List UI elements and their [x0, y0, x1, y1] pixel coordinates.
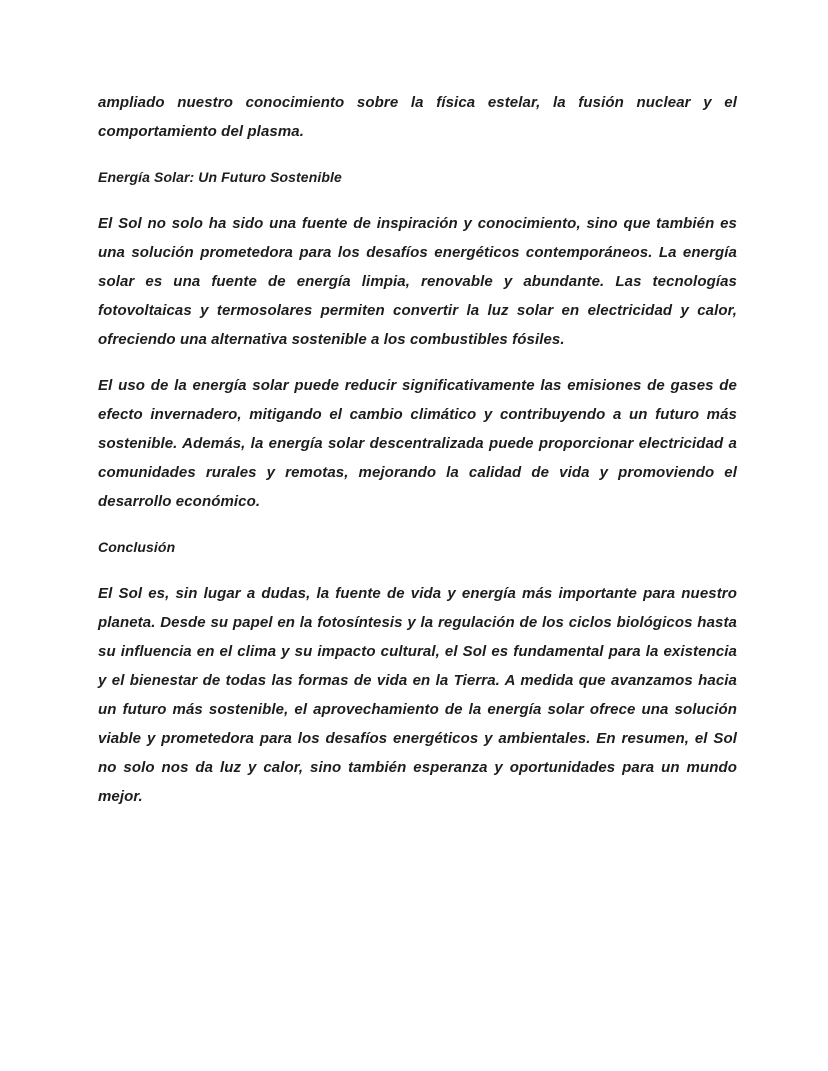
paragraph-plasma-fragment: ampliado nuestro conocimiento sobre la física estelar, la fusión nuclear y el comportamiento del plasma. — [98, 94, 737, 140]
paragraph-solar-solution: El Sol no solo ha sido una fuente de inspiración y conocimiento, sino que también es una solución prometedora para los desafíos energéticos contemporáneos. La energía solar es una fuente de energía limpia, renovable y abundante. Las tecnologías fotovoltaicas y termosolares permiten convertir la luz solar en electricidad y calor, ofreciendo una alternativa sostenible a los combustibles fósiles. — [98, 215, 737, 348]
paragraph-solar-benefits: El uso de la energía solar puede reducir significativamente las emisiones de gases de efecto invernadero, mitigando el cambio climático y contribuyendo a un futuro más sostenible. Además, la energía solar descentralizada puede proporcionar electricidad a comunidades rurales y remotas, mejorando la calidad de vida y promoviendo el desarrollo económico. — [98, 377, 737, 510]
paragraph-conclusion: El Sol es, sin lugar a dudas, la fuente de vida y energía más importante para nuestro planeta. Desde su papel en la fotosíntesis y la regulación de los ciclos biológicos hasta su influencia en el clima y su impacto cultural, el Sol es fundamental para la existencia y el bienestar de todas las formas de vida en la Tierra. A medida que avanzamos hacia un futuro más sostenible, el aprovechamiento de la energía solar ofrece una solución viable y prometedora para los desafíos energéticos y ambientales. En resumen, el Sol no solo nos da luz y calor, sino también esperanza y oportunidades para un mundo mejor. — [98, 585, 737, 805]
section-heading-conclusion: Conclusión — [98, 539, 176, 555]
section-heading-energia-solar: Energía Solar: Un Futuro Sostenible — [98, 169, 342, 185]
